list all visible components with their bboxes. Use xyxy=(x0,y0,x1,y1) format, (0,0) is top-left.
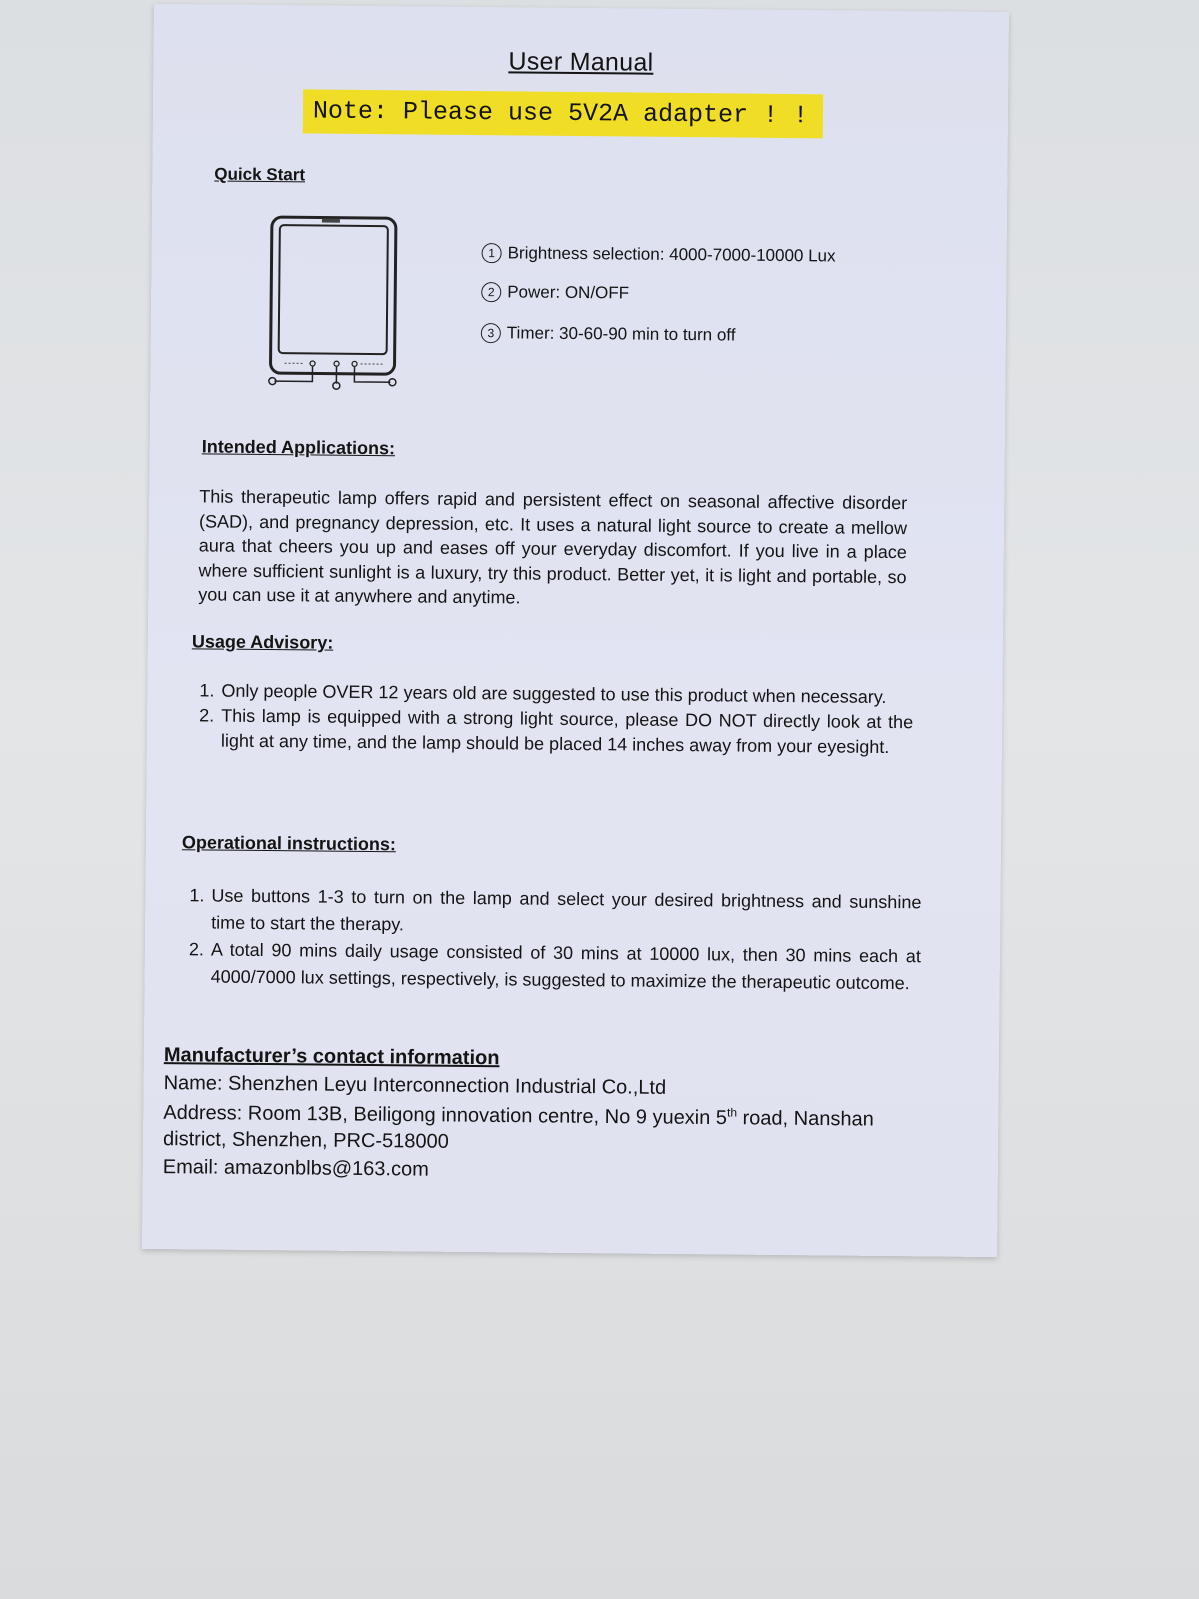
operational-instructions-heading: Operational instructions: xyxy=(181,832,397,855)
circled-number: 3 xyxy=(481,323,501,343)
manufacturer-address-line2: district, Shenzhen, PRC-518000 xyxy=(162,1128,449,1153)
operational-instructions-list xyxy=(175,882,922,997)
quick-start-heading: Quick Start xyxy=(214,164,306,185)
usage-advisory-list xyxy=(185,678,914,760)
circled-number: 1 xyxy=(482,243,502,263)
lamp-diagram-icon xyxy=(260,213,402,394)
manufacturer-heading: Manufacturer’s contact information xyxy=(163,1044,500,1070)
manufacturer-name: Name: Shenzhen Leyu Interconnection Industrial Co.,Ltd xyxy=(163,1072,667,1099)
spec-timer xyxy=(481,323,736,345)
list-item: 1. Use buttons 1-3 to turn on the lamp and select your desired brightness and sunshine time to start the therapy. xyxy=(209,882,921,943)
intended-applications-text: This therapeutic lamp offers rapid and persistent effect on seasonal affective disorder (SAD), and pregnancy depression, etc. It uses a natural light source to create a mellow aura that cheers you up and eases off your everyday discomfort. If you live in a place where sufficient sunlight is a luxury, try this product. Better yet, it is light and portable, so you can use it at anywhere and anytime. xyxy=(198,486,908,608)
spec-text: Power: ON/OFF xyxy=(507,282,630,303)
list-item: 2. This lamp is equipped with a strong light source, please DO NOT directly look at the light at any time, and the lamp should be placed 14 inches away from your eyesight. xyxy=(219,704,913,761)
spec-power xyxy=(481,282,629,303)
spec-text: Timer: 30-60-90 min to turn off xyxy=(506,323,736,345)
manufacturer-address: Address: Room 13B, Beiligong innovation centre, No 9 yuexin 5th road, Nanshan xyxy=(163,1101,874,1131)
page-title: User Manual xyxy=(508,47,654,77)
adapter-note: Note: Please use 5V2A adapter ! ! xyxy=(303,89,823,138)
list-item: 1. Only people OVER 12 years old are suggested to use this product when necessary. xyxy=(219,679,913,711)
intended-applications-heading: Intended Applications: xyxy=(201,436,396,459)
list-item: 2. A total 90 mins daily usage consisted of 30 mins at 10000 lux, then 30 mins each at 4000/7000 lux settings, respectively, is suggested to maximize the therapeutic outcome. xyxy=(209,936,921,997)
manufacturer-email: Email: amazonblbs@163.com xyxy=(162,1156,429,1181)
usage-advisory-heading: Usage Advisory: xyxy=(191,631,334,653)
spec-brightness xyxy=(482,243,836,266)
circled-number: 2 xyxy=(481,282,501,302)
spec-text: Brightness selection: 4000-7000-10000 Lux xyxy=(507,243,836,266)
manual-sheet xyxy=(142,4,1009,1257)
